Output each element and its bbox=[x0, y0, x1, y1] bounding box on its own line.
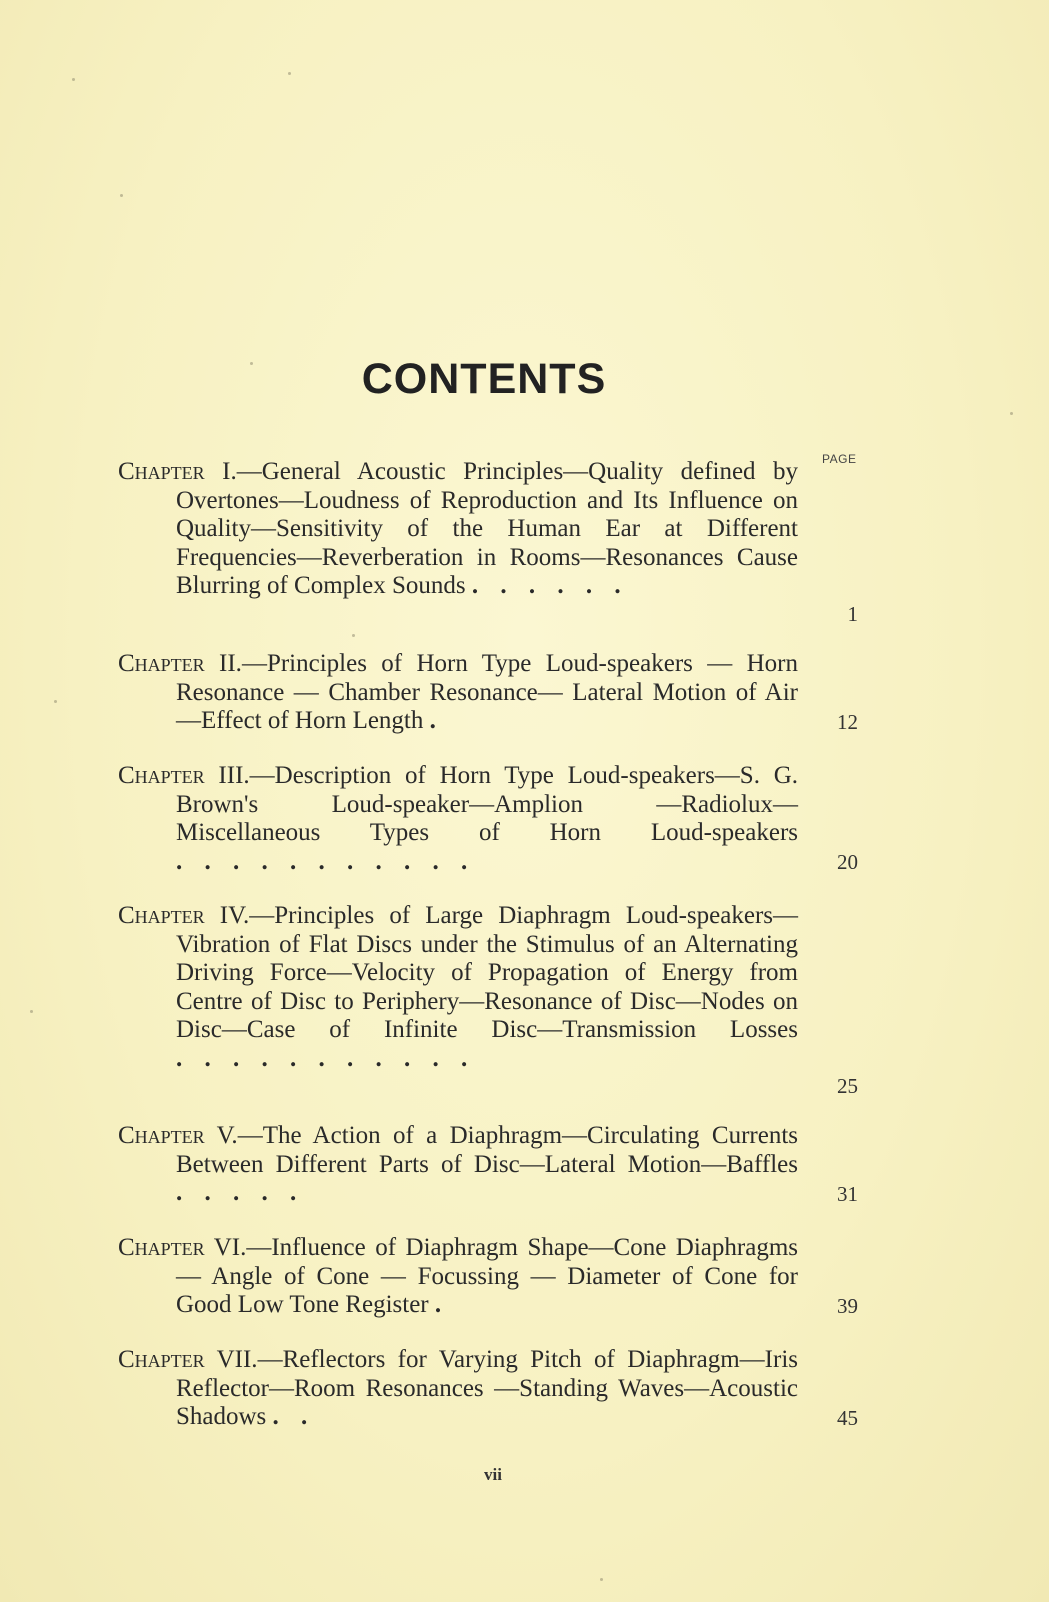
toc-entry-chapter-3 bbox=[118, 762, 858, 876]
toc-entry-text bbox=[118, 458, 798, 601]
toc-entry-chapter-4 bbox=[118, 902, 858, 1098]
paper-speck bbox=[600, 1578, 603, 1581]
page-number: 12 bbox=[837, 710, 858, 734]
chapter-label: Chapter I. bbox=[118, 458, 237, 485]
leader-dots: . bbox=[434, 1291, 450, 1318]
leader-dots: . . . . . bbox=[176, 1179, 305, 1206]
page-folio: vii bbox=[484, 1465, 502, 1484]
toc-entry-chapter-2 bbox=[118, 650, 858, 736]
leader-dots: . . bbox=[272, 1403, 316, 1430]
toc-entry-text bbox=[118, 762, 798, 876]
chapter-description: —Reflectors for Varying Pitch of Diaphragm—Iris Reflector—Room Resonances —Standing Waves—Acoustic Shadows bbox=[176, 1346, 799, 1430]
chapter-label: Chapter VI. bbox=[118, 1234, 247, 1261]
chapter-label: Chapter VII. bbox=[118, 1346, 258, 1373]
page-number: 45 bbox=[837, 1406, 858, 1430]
page-number: 31 bbox=[837, 1182, 858, 1206]
chapter-description: —Influence of Diaphragm Shape—Cone Diaphragms — Angle of Cone — Focussing — Diameter of Cone for Good Low Tone Register bbox=[176, 1234, 799, 1318]
chapter-description: —Principles of Horn Type Loud-speakers — Horn Resonance — Chamber Resonance— Lateral Motion of Air—Effect of Horn Length bbox=[176, 650, 798, 734]
leader-dots: . . . . . . . . . . . bbox=[176, 1044, 476, 1072]
toc-entry-text bbox=[118, 1346, 798, 1432]
page-number: 20 bbox=[837, 850, 858, 874]
leader-dots: . . . . . . bbox=[471, 572, 629, 599]
page-number: 25 bbox=[837, 1074, 858, 1098]
toc-entry-chapter-5 bbox=[118, 1122, 858, 1208]
chapter-description: —Principles of Large Diaphragm Loud-speakers—Vibration of Flat Discs under the Stimulus of an Alternating Driving Force—Velocity of Propagation of Energy from Centre of Disc to Periphery—Resonance of Disc—Nodes on Disc—Case of Infinite Disc—Transmission Losses bbox=[176, 902, 798, 1043]
page-number: 39 bbox=[837, 1294, 858, 1318]
chapter-label: Chapter V. bbox=[118, 1122, 238, 1149]
paper-speck bbox=[54, 700, 57, 703]
paper-speck bbox=[72, 78, 75, 81]
toc-entry-text bbox=[118, 1122, 798, 1208]
page-column-label: PAGE bbox=[822, 452, 857, 466]
page-title: CONTENTS bbox=[361, 355, 607, 403]
paper-speck bbox=[288, 72, 291, 75]
toc-entry-text bbox=[118, 1234, 798, 1320]
toc-entry-chapter-1 bbox=[118, 458, 858, 626]
paper-speck bbox=[1010, 412, 1013, 415]
page-number: 1 bbox=[847, 602, 858, 626]
toc-entry-text bbox=[118, 902, 798, 1073]
toc-entry-chapter-6 bbox=[118, 1234, 858, 1320]
leader-dots: . . . . . . . . . . . bbox=[176, 847, 476, 875]
paper-speck bbox=[120, 194, 123, 197]
paper-speck bbox=[250, 362, 253, 365]
chapter-label: Chapter IV. bbox=[118, 902, 250, 929]
chapter-label: Chapter III. bbox=[118, 762, 250, 789]
chapter-description: —Description of Horn Type Loud-speakers—S. G. Brown's Loud-speaker—Amplion —Radiolux—Miscellaneous Types of Horn Loud-speakers bbox=[176, 762, 799, 846]
toc-entry-text bbox=[118, 650, 798, 736]
chapter-description: —The Action of a Diaphragm—Circulating Currents Between Different Parts of Disc—Lateral Motion—Baffles bbox=[176, 1122, 798, 1178]
chapter-description: —General Acoustic Principles—Quality defined by Overtones—Loudness of Reproduction and Its Influence on Quality—Sensitivity of the Human Ear at Different Frequencies—Reverberation in Rooms—Resonances Cause Blurring of Complex Sounds bbox=[176, 458, 798, 599]
leader-dots: . bbox=[429, 707, 444, 734]
toc-entry-chapter-7 bbox=[118, 1346, 858, 1432]
paper-speck bbox=[30, 1010, 33, 1013]
chapter-label: Chapter II. bbox=[118, 650, 242, 677]
paper-speck bbox=[352, 634, 355, 637]
